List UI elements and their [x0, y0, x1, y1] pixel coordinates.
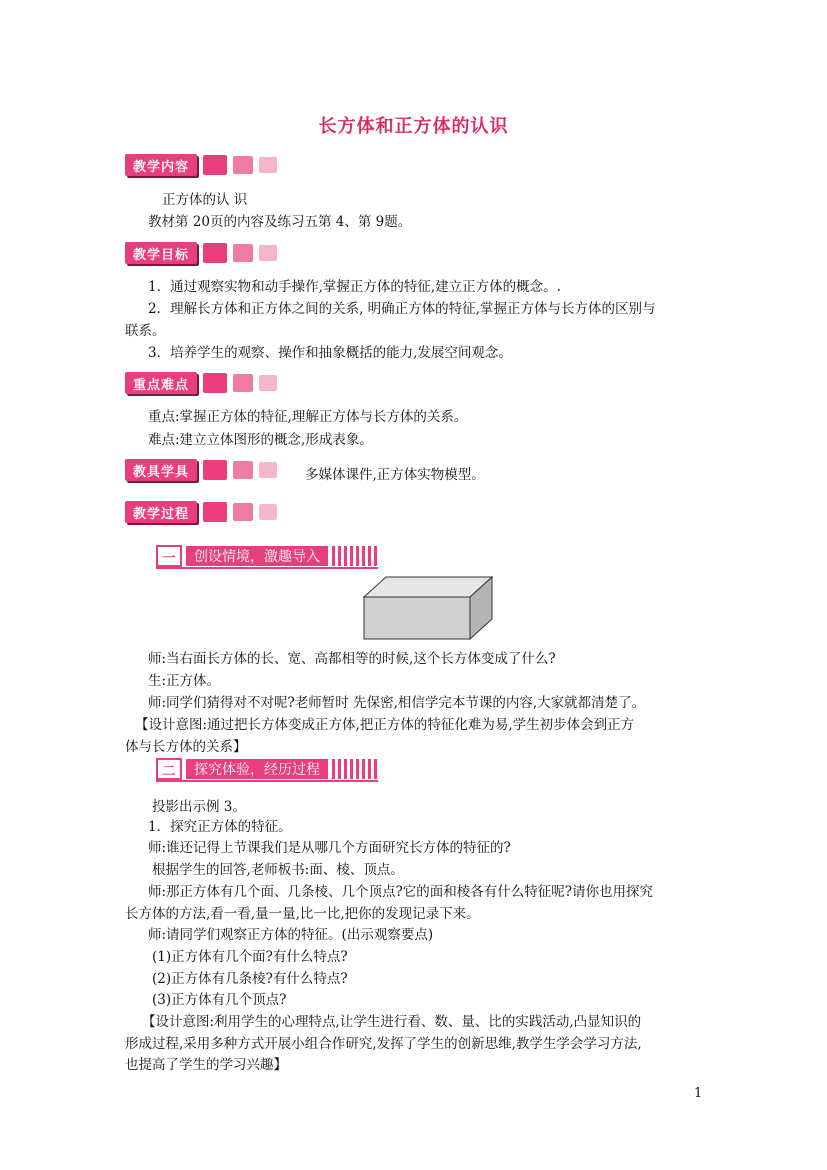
step-number: 一	[156, 545, 182, 567]
decor-square	[259, 504, 277, 520]
text-line: (1)正方体有几个面?有什么特点?	[152, 949, 348, 965]
text-line: 【设计意图:利用学生的心理特点,让学生进行看、数、量、比的实践活动,凸显知识的	[142, 1014, 642, 1030]
text-line: 【设计意图:通过把长方体变成正方体,把正方体的特征化难为易,学生初步体会到正方	[135, 717, 635, 733]
text-line: 师:同学们猜得对不对呢?老师暂时 先保密,相信学完本节课的内容,大家就都清楚了。	[148, 695, 646, 711]
section-label: 教学目标	[125, 242, 197, 264]
decor-square	[233, 156, 253, 174]
decor-square	[233, 244, 253, 262]
text-line: 根据学生的回答,老师板书:面、棱、顶点。	[152, 862, 404, 878]
decor-square	[233, 503, 253, 521]
decor-square	[259, 245, 277, 261]
text-line: 师:请同学们观察正方体的特征。(出示观察要点)	[148, 927, 434, 943]
decor-square	[233, 461, 253, 479]
text-line: 生:正方体。	[148, 673, 221, 689]
text-line: (2)正方体有几条棱?有什么特点?	[152, 971, 348, 987]
decor-square	[233, 374, 253, 392]
text-line: 体与长方体的关系】	[125, 739, 247, 755]
step-banner-1	[156, 545, 378, 569]
document-title: 长方体和正方体的认识	[318, 116, 509, 137]
decor-square	[259, 157, 277, 173]
decor-square	[203, 155, 227, 175]
step-number: 二	[156, 758, 182, 780]
text-line: 师:那正方体有几个面、几条棱、几个顶点?它的面和棱各有什么特征呢?请你也用探究	[148, 884, 654, 900]
cuboid-illustration	[360, 575, 496, 641]
section-label: 教具学具	[125, 459, 197, 481]
step-banner-2	[156, 758, 378, 782]
text-line: 也提高了学生的学习兴趣】	[125, 1057, 287, 1073]
text-line: 形成过程,采用多种方式开展小组合作研究,发挥了学生的创新思维,教学生学会学习方法,	[125, 1036, 642, 1052]
text-line: 长方体的方法,看一看,量一量,比一比,把你的发现记录下来。	[125, 906, 480, 922]
page-number: 1	[694, 1086, 703, 1101]
section-tag-goals	[125, 240, 277, 266]
decor-stripes	[332, 546, 378, 566]
decor-square	[203, 243, 227, 263]
decor-square	[259, 375, 277, 391]
step-title: 创设情境，激趣导入	[186, 546, 328, 566]
text-line: 正方体的认 识	[162, 192, 248, 208]
decor-stripes	[332, 759, 378, 779]
decor-square	[259, 462, 277, 478]
section-tag-key	[125, 370, 277, 396]
decor-square	[203, 373, 227, 393]
text-line: 3．培养学生的观察、操作和抽象概括的能力,发展空间观念。	[148, 345, 512, 361]
text-line: 重点:掌握正方体的特征,理解正方体与长方体的关系。	[148, 409, 468, 425]
text-line: 联系。	[125, 323, 166, 339]
text-line: 2．理解长方体和正方体之间的关系, 明确正方体的特征,掌握正方体与长方体的区别与	[148, 301, 656, 317]
section-tag-process	[125, 499, 277, 525]
text-line: 1．通过观察实物和动手操作,掌握正方体的特征,建立正方体的概念。.	[148, 279, 561, 295]
section-label: 教学过程	[125, 501, 197, 523]
text-line: (3)正方体有几个顶点?	[152, 992, 287, 1008]
step-title: 探究体验，经历过程	[186, 759, 328, 779]
text-line: 师:当右面长方体的长、宽、高都相等的时候,这个长方体变成了什么?	[148, 651, 556, 667]
section-label: 重点难点	[125, 372, 197, 394]
text-line: 1．探究正方体的特征。	[148, 819, 292, 835]
decor-square	[203, 460, 227, 480]
text-line: 教材第 20页的内容及练习五第 4、第 9题。	[148, 214, 412, 230]
section-label: 教学内容	[125, 154, 197, 176]
decor-square	[203, 502, 227, 522]
section-tag-tools	[125, 457, 277, 483]
text-line: 师:谁还记得上节课我们是从哪几个方面研究长方体的特征的?	[148, 840, 511, 856]
section-tag-content	[125, 152, 277, 178]
text-line: 投影出示例 3。	[152, 799, 246, 815]
text-line: 难点:建立立体图形的概念,形成表象。	[148, 432, 373, 448]
tools-text: 多媒体课件,正方体实物模型。	[305, 467, 485, 483]
